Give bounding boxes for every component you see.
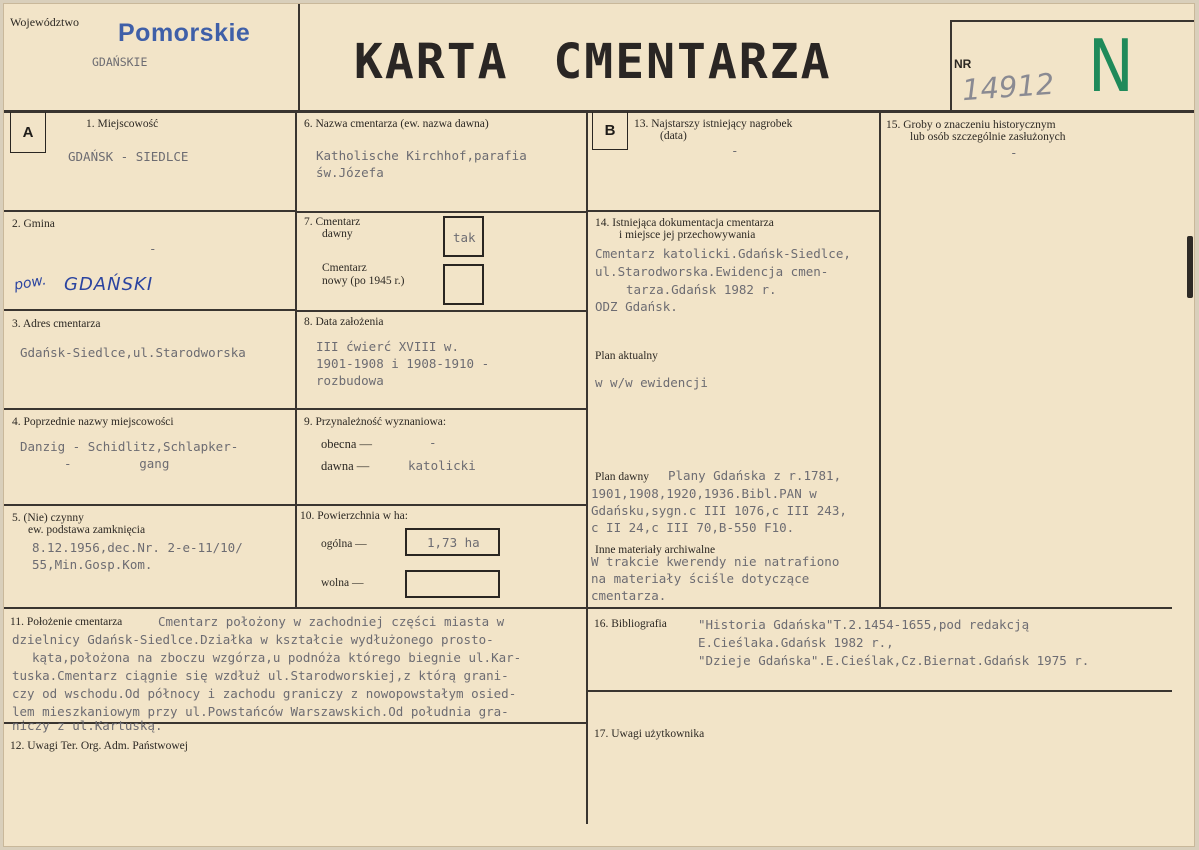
grid-vertical-3 bbox=[879, 112, 881, 608]
rule-bibliography-bottom bbox=[588, 690, 1172, 692]
field-6-value-line2: św.Józefa bbox=[316, 165, 384, 180]
rule-left-3 bbox=[4, 408, 296, 410]
location-line-6: lem mieszkaniowym przy ul.Powstańców Warszawskich.Od południa gra- bbox=[12, 704, 509, 719]
area-free-label: wolna — bbox=[321, 577, 364, 589]
documentation-line-1: Cmentarz katolicki.Gdańsk-Siedlce, bbox=[595, 246, 851, 261]
other-materials-label: Inne materiały archiwalne bbox=[595, 544, 716, 556]
plan-former-line-4: c II 24,c III 70,B-550 F10. bbox=[591, 520, 795, 535]
old-cemetery-value: tak bbox=[453, 230, 476, 245]
field-13-value: - bbox=[731, 143, 739, 158]
field-16-label: 16. Bibliografia bbox=[594, 618, 667, 630]
field-6-label: 6. Nazwa cmentarza (ew. nazwa dawna) bbox=[304, 118, 489, 130]
field-8-value-line2: 1901-1908 i 1908-1910 - bbox=[316, 356, 490, 371]
field-12-label: 12. Uwagi Ter. Org. Adm. Państwowej bbox=[10, 740, 188, 752]
field-7-label1-line1: 7. Cmentarz bbox=[304, 216, 361, 228]
location-line-2: dzielnicy Gdańsk-Siedlce.Działka w kształcie wydłużonego prosto- bbox=[12, 632, 494, 647]
nr-box-top bbox=[950, 20, 1195, 22]
field-10-label: 10. Powierzchnia w ha: bbox=[300, 510, 408, 522]
field-3-label: 3. Adres cmentarza bbox=[12, 318, 101, 330]
field-15-value: - bbox=[1010, 145, 1018, 160]
rule-mid-1 bbox=[296, 211, 586, 213]
field-15-label-line2: lub osób szczególnie zasłużonych bbox=[910, 131, 1066, 143]
old-cemetery-box bbox=[443, 216, 484, 257]
field-3-value: Gdańsk-Siedlce,ul.Starodworska bbox=[20, 345, 246, 360]
grid-vertical-2 bbox=[586, 112, 588, 824]
nr-label: NR bbox=[954, 57, 972, 71]
field-5-value-line2: 55,Min.Gosp.Kom. bbox=[32, 557, 153, 572]
plan-current-label: Plan aktualny bbox=[595, 350, 658, 362]
record-number: 14912 bbox=[960, 66, 1056, 108]
area-total-value: 1,73 ha bbox=[427, 535, 480, 550]
field-5-value-line1: 8.12.1956,dec.Nr. 2-e-11/10/ bbox=[32, 540, 243, 555]
bibliography-line-1: "Historia Gdańska"T.2.1454-1655,pod redakcją bbox=[698, 617, 1030, 632]
voivodeship-typed: GDAŃSKIE bbox=[92, 55, 148, 69]
field-17-label: 17. Uwagi użytkownika bbox=[594, 728, 705, 740]
rule-mid-2 bbox=[296, 310, 586, 312]
location-line-7: niczy z ul.Kartuską. bbox=[12, 718, 163, 733]
other-materials-line-2: na materiały ściśle dotyczące bbox=[591, 571, 810, 586]
category-mark: N bbox=[1088, 24, 1134, 108]
rule-left-2 bbox=[4, 309, 296, 311]
field-8-value-line1: III ćwierć XVIII w. bbox=[316, 339, 459, 354]
voivodeship-stamp: Pomorskie bbox=[118, 19, 251, 47]
area-total-label: ogólna — bbox=[321, 538, 367, 550]
bibliography-line-2: E.Cieślaka.Gdańsk 1982 r., bbox=[698, 635, 894, 650]
area-free-box bbox=[405, 570, 500, 598]
bibliography-line-3: "Dzieje Gdańska".E.Cieślak,Cz.Biernat.Gdańsk 1975 r. bbox=[698, 653, 1090, 668]
location-line-5: czy od wschodu.Od północy i zachodu graniczy z nowopowstałym osied- bbox=[12, 686, 517, 701]
plan-former-line-2: 1901,1908,1920,1936.Bibl.PAN w bbox=[591, 486, 817, 501]
field-8-label: 8. Data założenia bbox=[304, 316, 384, 328]
card-title: KARTA CMENTARZA bbox=[354, 34, 832, 90]
handwritten-pow: pow. bbox=[12, 272, 48, 294]
location-line-1: Cmentarz położony w zachodniej części miasta w bbox=[158, 614, 505, 629]
field-4-label: 4. Poprzednie nazwy miejscowości bbox=[12, 416, 174, 428]
grid-vertical-1 bbox=[295, 112, 297, 608]
field-5-label-line2: ew. podstawa zamknięcia bbox=[28, 524, 146, 536]
field-2-label: 2. Gmina bbox=[12, 218, 55, 230]
rule-mid-3 bbox=[296, 408, 586, 410]
field-13-label-line1: 13. Najstarszy istniejący nagrobek bbox=[634, 118, 793, 130]
header-divider-right bbox=[950, 20, 952, 112]
field-14-label-line2: i miejsce jej przechowywania bbox=[619, 229, 756, 241]
rule-lower-top bbox=[4, 607, 1172, 609]
plan-former-label: Plan dawny bbox=[595, 471, 649, 483]
plan-former-line-1: Plany Gdańska z r.1781, bbox=[668, 468, 842, 483]
field-1-label: 1. Miejscowość bbox=[86, 118, 159, 130]
field-5-label-line1: 5. (Nie) czynny bbox=[12, 512, 84, 524]
field-15-label-line1: 15. Groby o znaczeniu historycznym bbox=[886, 119, 1056, 131]
denomination-current-value: - bbox=[429, 435, 437, 450]
other-materials-line-3: cmentarza. bbox=[591, 588, 667, 603]
field-11-label: 11. Położenie cmentarza bbox=[10, 616, 123, 628]
handwritten-gmina: GDAŃSKI bbox=[64, 274, 154, 295]
denomination-former-label: dawna — bbox=[321, 459, 370, 473]
section-a-box: A bbox=[10, 112, 46, 153]
denomination-former-value: katolicki bbox=[408, 458, 476, 473]
documentation-line-4: ODZ Gdańsk. bbox=[595, 299, 678, 314]
field-9-label: 9. Przynależność wyznaniowa: bbox=[304, 416, 447, 428]
rule-b-1 bbox=[588, 210, 880, 212]
rule-mid-4 bbox=[296, 504, 586, 506]
location-line-4: tuska.Cmentarz ciągnie się wzdłuż ul.Starodworskiej,z którą grani- bbox=[12, 668, 509, 683]
section-b-box: B bbox=[592, 112, 628, 150]
plan-former-line-3: Gdańsku,sygn.c III 1076,c III 243, bbox=[591, 503, 847, 518]
field-13-label-line2: (data) bbox=[660, 130, 687, 142]
field-7-label1-line2: dawny bbox=[322, 228, 353, 240]
new-cemetery-box bbox=[443, 264, 484, 305]
field-7-label2-line2: nowy (po 1945 r.) bbox=[322, 275, 405, 287]
field-1-value: GDAŃSK - SIEDLCE bbox=[68, 149, 189, 164]
documentation-line-3: tarza.Gdańsk 1982 r. bbox=[626, 282, 777, 297]
other-materials-line-1: W trakcie kwerendy nie natrafiono bbox=[591, 554, 840, 569]
field-7-label2-line1: Cmentarz bbox=[322, 262, 367, 274]
field-8-value-line3: rozbudowa bbox=[316, 373, 384, 388]
cemetery-record-card bbox=[3, 3, 1195, 847]
voivodeship-label: Województwo bbox=[10, 15, 80, 29]
binder-clip-mark bbox=[1187, 236, 1193, 298]
plan-current-value: w w/w ewidencji bbox=[595, 375, 708, 390]
rule-left-1 bbox=[4, 210, 296, 212]
area-total-box bbox=[405, 528, 500, 556]
rule-left-4 bbox=[4, 504, 296, 506]
location-line-3: kąta,położona na zboczu wzgórza,u podnóża którego biegnie ul.Kar- bbox=[32, 650, 522, 665]
field-4-value-line2: - gang bbox=[64, 456, 170, 471]
documentation-line-2: ul.Starodworska.Ewidencja cmen- bbox=[595, 264, 829, 279]
denomination-current-label: obecna — bbox=[321, 437, 373, 451]
field-2-value: - bbox=[149, 241, 157, 256]
header-divider-left bbox=[298, 4, 300, 112]
field-4-value-line1: Danzig - Schidlitz,Schlapker- bbox=[20, 439, 239, 454]
field-6-value-line1: Katholische Kirchhof,parafia bbox=[316, 148, 527, 163]
field-14-label-line1: 14. Istniejąca dokumentacja cmentarza bbox=[595, 217, 774, 229]
